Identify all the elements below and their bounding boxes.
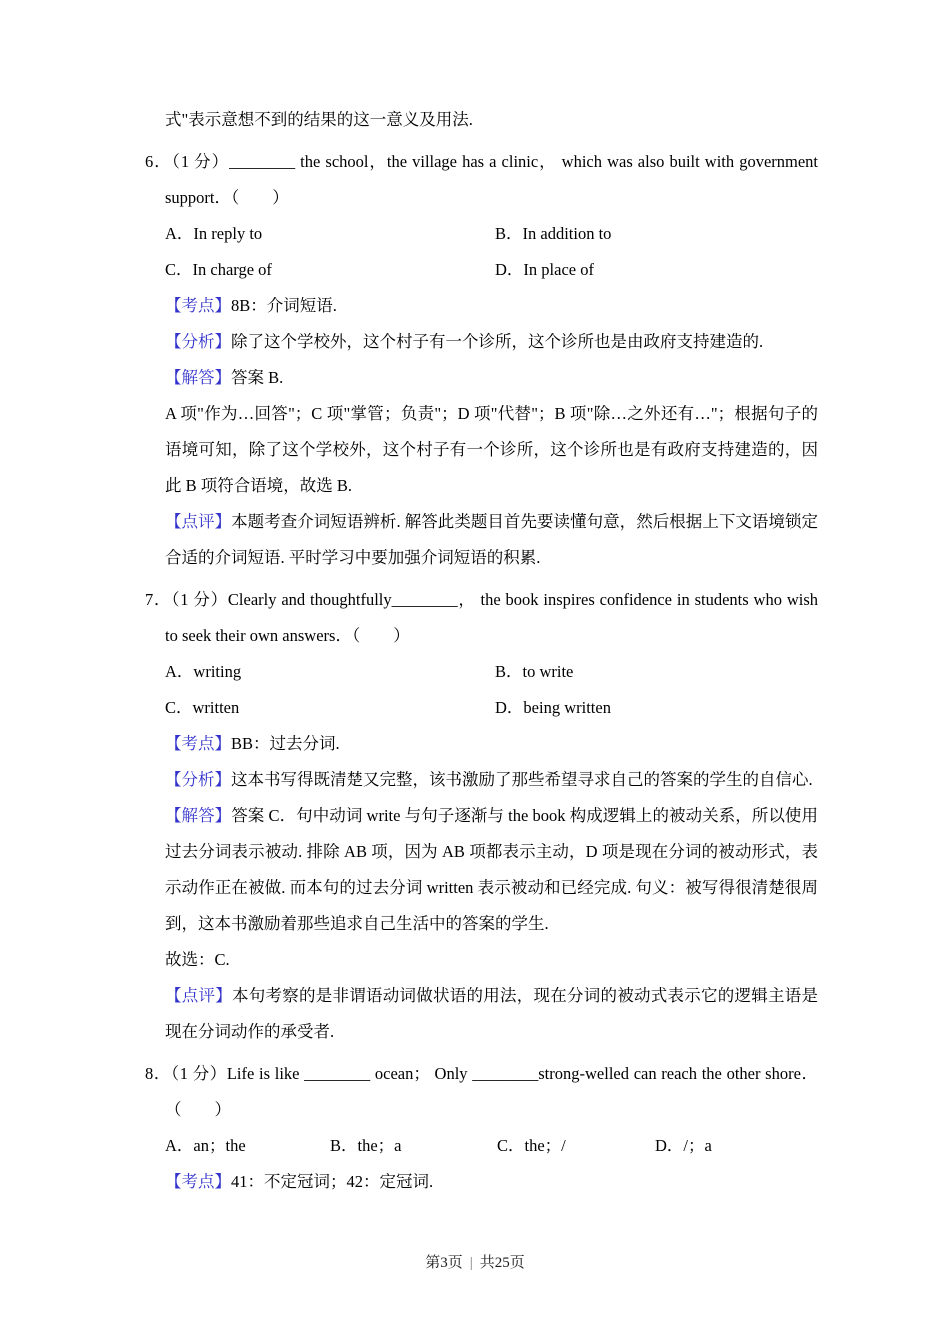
- question-score: （1 分）: [171, 590, 228, 609]
- option-label: A．: [165, 1136, 194, 1155]
- section-kaodian: [165, 288, 818, 324]
- question-7-stem: [145, 582, 818, 654]
- option-d: [495, 252, 818, 288]
- option-a: [165, 1128, 330, 1164]
- section-tag: 【分析】: [165, 770, 231, 789]
- page-content: [145, 102, 819, 1200]
- section-tag: 【分析】: [165, 332, 231, 351]
- section-text: BB：过去分词.: [231, 734, 340, 753]
- section-tag: 【点评】: [165, 986, 232, 1005]
- option-a: [165, 654, 495, 690]
- option-text: writing: [193, 662, 242, 681]
- option-text: In charge of: [192, 260, 272, 279]
- question-6: [145, 144, 819, 576]
- question-score: （1 分）: [170, 1064, 227, 1083]
- section-text: 答案 B.: [231, 368, 284, 387]
- option-text: the；a: [357, 1136, 402, 1155]
- section-continuation: [165, 396, 818, 504]
- section-kaodian: [165, 1164, 818, 1200]
- section-text: 除了这个学校外，这个村子有一个诊所，这个诊所也是由政府支持建造的.: [231, 332, 764, 351]
- option-label: D．: [495, 260, 524, 279]
- section-text: 答案 C．句中动词 write 与句子逐渐与 the book 构成逻辑上的被动关系，所以使用过去分词表示被动. 排除 AB 项，因为 AB 项都表示主动，D 项是现在分词的被动形式，表示动作正在被做. 而本句的过去分词 written 表示被动和已经完成. 句义：被写得很清楚很周到，这本书激励着那些追求自己生活中的答案的学生.: [165, 806, 818, 933]
- section-text: 本句考察的是非谓语动词做状语的用法，现在分词的被动式表示它的逻辑主语是现在分词动作的承受者.: [165, 986, 818, 1041]
- section-tag: 【考点】: [165, 296, 231, 315]
- section-fenxi: [165, 762, 818, 798]
- section-text: 故选：C.: [165, 950, 230, 969]
- section-text: 8B：介词短语.: [231, 296, 337, 315]
- section-conclusion: [165, 942, 818, 978]
- question-8-stem: [145, 1056, 818, 1128]
- option-label: B．: [330, 1136, 358, 1155]
- option-label: B．: [495, 662, 523, 681]
- question-8-options: [165, 1128, 818, 1164]
- question-6-options: [165, 216, 818, 288]
- section-text: A 项"作为…回答"；C 项"掌管；负责"；D 项"代替"；B 项"除…之外还有…"；根据句子的语境可知，除了这个学校外，这个村子有一个诊所，这个诊所也是有政府支持建造的，因此 B 项符合语境，故选 B.: [165, 404, 818, 495]
- section-tag: 【解答】: [165, 368, 231, 387]
- option-c: [165, 690, 495, 726]
- option-b: [330, 1128, 497, 1164]
- question-number: 6．: [145, 152, 172, 171]
- section-text: 这本书写得既清楚又完整，该书激励了那些希望寻求自己的答案的学生的自信心.: [231, 770, 813, 789]
- option-text: written: [192, 698, 240, 717]
- option-label: C．: [497, 1136, 525, 1155]
- footer-page-total: 共25页: [479, 1255, 525, 1271]
- option-label: D．: [495, 698, 524, 717]
- section-text: 41：不定冠词；42：定冠词.: [231, 1172, 434, 1191]
- question-6-stem: [145, 144, 818, 216]
- option-d: [495, 690, 818, 726]
- section-dianping: [165, 978, 818, 1050]
- page-footer: [0, 1251, 950, 1272]
- option-b: [495, 654, 818, 690]
- question-text: Life is like ________ ocean； Only ________strong‐welled can reach the other shore．（ ）: [165, 1064, 818, 1119]
- option-label: C．: [165, 698, 193, 717]
- option-d: [655, 1128, 818, 1164]
- option-label: C．: [165, 260, 193, 279]
- footer-divider: |: [469, 1255, 473, 1271]
- section-fenxi: [165, 324, 818, 360]
- question-text: Clearly and thoughtfully________， the book inspires confidence in students who wish to seek their own answers．（ ）: [165, 590, 819, 645]
- question-7: [145, 582, 819, 1050]
- question-number: 8．: [145, 1064, 171, 1083]
- option-text: /；a: [683, 1136, 712, 1155]
- option-b: [495, 216, 818, 252]
- footer-page-current: 第3页: [425, 1255, 463, 1271]
- section-dianping: [165, 504, 818, 576]
- question-number: 7．: [145, 590, 172, 609]
- section-tag: 【点评】: [165, 512, 232, 531]
- section-jieda: [165, 798, 818, 942]
- section-jieda: [165, 360, 818, 396]
- option-text: In addition to: [522, 224, 612, 243]
- carryover-text: 式"表示意想不到的结果的这一意义及用法.: [165, 110, 473, 129]
- question-8: [145, 1056, 818, 1200]
- option-c: [165, 252, 495, 288]
- option-text: the；/: [524, 1136, 566, 1155]
- option-text: an；the: [193, 1136, 246, 1155]
- option-text: being written: [523, 698, 611, 717]
- question-text: ________ the school，the village has a clinic， which was also built with government support．（ ）: [165, 152, 819, 207]
- option-label: D．: [655, 1136, 684, 1155]
- option-text: In reply to: [193, 224, 263, 243]
- option-label: A．: [165, 662, 194, 681]
- option-a: [165, 216, 495, 252]
- section-kaodian: [165, 726, 818, 762]
- option-text: to write: [522, 662, 574, 681]
- option-c: [497, 1128, 655, 1164]
- option-text: In place of: [523, 260, 594, 279]
- option-label: B．: [495, 224, 523, 243]
- question-7-options: [165, 654, 818, 726]
- question-score: （1 分）: [171, 152, 230, 171]
- section-tag: 【解答】: [165, 806, 232, 825]
- section-text: 本题考查介词短语辨析. 解答此类题目首先要读懂句意，然后根据上下文语境锁定合适的介词短语. 平时学习中要加强介词短语的积累.: [165, 512, 819, 567]
- section-tag: 【考点】: [165, 734, 231, 753]
- option-label: A．: [165, 224, 194, 243]
- section-tag: 【考点】: [165, 1172, 231, 1191]
